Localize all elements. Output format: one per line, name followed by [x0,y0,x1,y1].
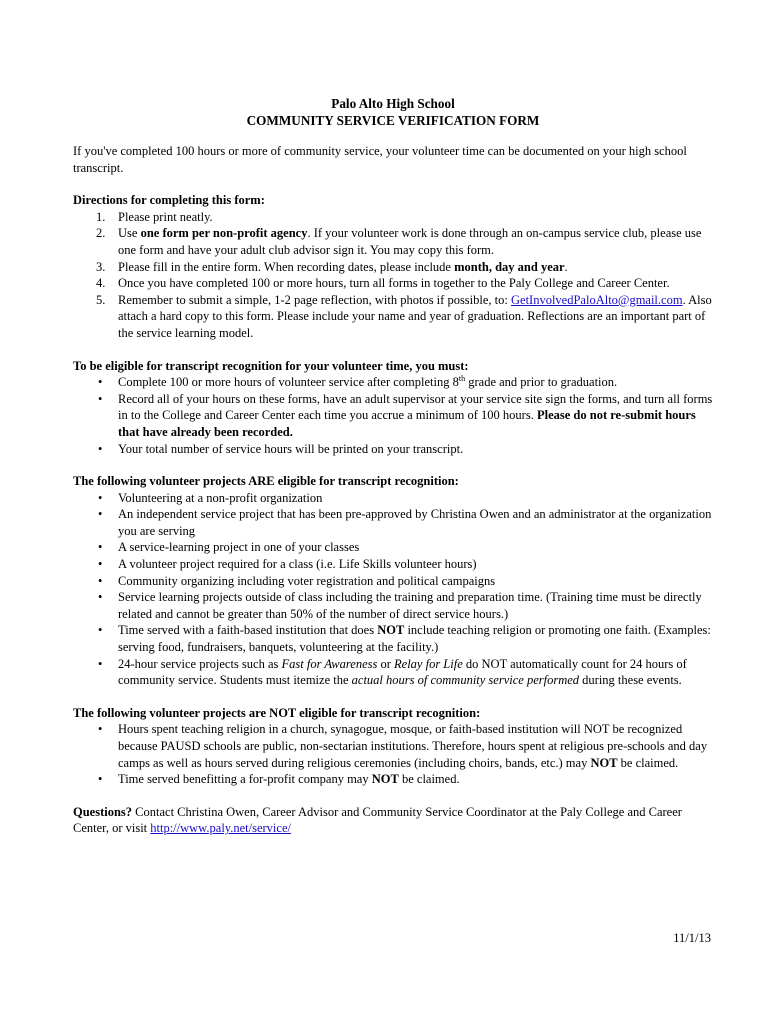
eligibility-list [73,374,713,457]
school-name: Palo Alto High School [331,96,455,111]
not-eligible-section [73,705,713,788]
form-content [73,95,713,837]
list-item: • A service-learning project in one of your classes [98,540,360,555]
list-item: • Your total number of service hours will be printed on your transcript. [98,441,464,456]
eligible-projects-section [73,473,713,689]
questions-paragraph: Questions? Contact Christina Owen, Career Advisor and Community Service Coordinator at the Paly College and Career Center, or visit http://www.paly.net/service/ [73,804,682,836]
list-item: • Time served with a faith-based institution that does NOT include teaching religion or promoting one faith. (Examples: serving food, fundraisers, banquets, volunteering at the facility.) [98,623,711,655]
direction-item: 5. Remember to submit a simple, 1-2 page reflection, with photos if possible, to: GetInvolvedPaloAlto@gmail.com. Also attach a hard copy to this form. Please include your name and year of graduation. Reflections are an important part of the service learning model. [96,292,712,340]
direction-item: 4. Once you have completed 100 or more hours, turn all forms in together to the Paly College and Career Center. [96,276,670,291]
direction-item: 1. Please print neatly. [96,209,213,224]
list-item: • Community organizing including voter registration and political campaigns [98,573,496,588]
list-item: • An independent service project that has been pre-approved by Christina Owen and an administrator at the organization you are serving [98,507,712,538]
eligible-projects-list [73,490,713,689]
not-eligible-heading: The following volunteer projects are NOT eligible for transcript recognition: [73,705,481,720]
list-item: • Time served benefitting a for-profit company may NOT be claimed. [98,772,460,787]
list-item: • Service learning projects outside of class including the training and preparation time. (Training time must be directly related and cannot be greater than 50% of the number of direct service hours.) [98,590,702,621]
not-eligible-list [73,721,713,787]
list-item: • Record all of your hours on these forms, have an adult supervisor at your service site sign the forms, and turn all forms in to the College and Career Center each time you accrue a minimum of 100 hours. Please do not re-submit hours that have already been recorded. [98,391,713,439]
directions-section [73,192,713,341]
directions-heading: Directions for completing this form: [73,193,265,208]
revision-date: 11/1/13 [673,931,711,945]
eligible-projects-heading: The following volunteer projects ARE eligible for transcript recognition: [73,474,459,489]
directions-list [73,209,713,342]
list-item: • A volunteer project required for a class (i.e. Life Skills volunteer hours) [98,557,477,572]
direction-item: 2. Use one form per non-profit agency. If your volunteer work is done through an on-campus service club, please use one form and have your adult club advisor sign it. You may copy this form. [96,226,702,257]
email-link[interactable]: GetInvolvedPaloAlto@gmail.com [511,292,683,307]
questions-label: Questions? [73,804,133,819]
service-website-link[interactable]: http://www.paly.net/service/ [150,821,291,836]
list-item: • Volunteering at a non-profit organization [98,490,323,505]
list-item: • Complete 100 or more hours of volunteer service after completing 8th grade and prior to graduation. [98,373,618,390]
form-title: COMMUNITY SERVICE VERIFICATION FORM [246,113,540,128]
direction-item: 3. Please fill in the entire form. When recording dates, please include month, day and year. [96,259,568,274]
list-item: • Hours spent teaching religion in a church, synagogue, mosque, or faith-based institution will NOT be recognized because PAUSD schools are public, non-sectarian institutions. Therefore, hours spent at religious pre-schools and day camps as well as hours served during religious ceremonies (including choirs, bands, etc.) may NOT be claimed. [98,722,708,770]
eligibility-heading: To be eligible for transcript recognition for your volunteer time, you must: [73,358,469,373]
intro-paragraph: If you've completed 100 hours or more of community service, your volunteer time can be documented on your high school transcript. [73,144,687,175]
eligibility-section [73,358,713,458]
list-item: • 24-hour service projects such as Fast for Awareness or Relay for Life do NOT automatically count for 24 hours of community service. Students must itemize the actual hours of community service performed during these events. [98,656,687,688]
